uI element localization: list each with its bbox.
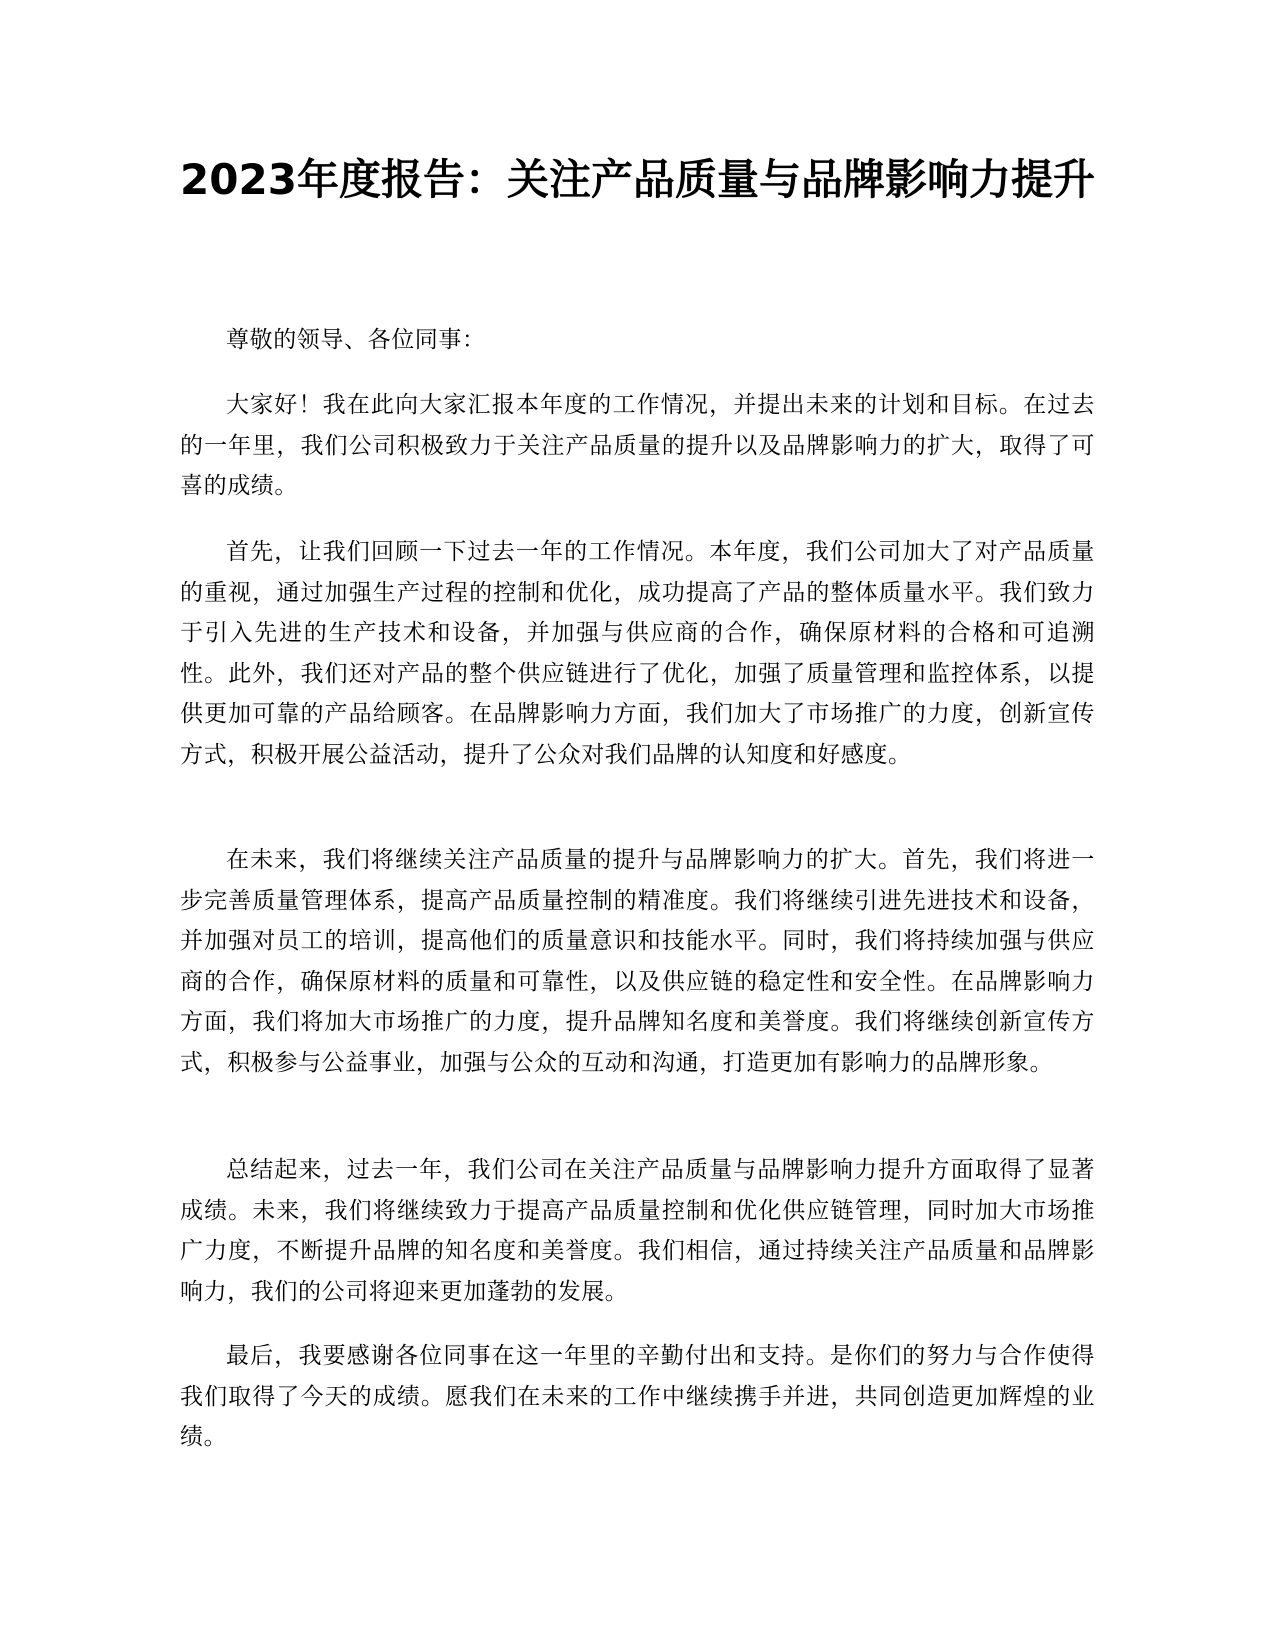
salutation: 尊敬的领导、各位同事： [226,327,486,353]
paragraph-future-plan: 在未来，我们将继续关注产品质量的提升与品牌影响力的扩大。首先，我们将进一步完善质量管理体系，提高产品质量控制的精准度。我们将继续引进先进技术和设备，并加强对员工的培训，提高他们的质量意识和技能水平。同时，我们将持续加强与供应商的合作，确保原材料的质量和可靠性，以及供应链的稳定性和安全性。在品牌影响力方面，我们将加大市场推广的力度，提升品牌知名度和美誉度。我们将继续创新宣传方式，积极参与公益事业，加强与公众的互动和沟通，打造更加有影响力的品牌形象。 [180,847,1095,1076]
paragraph-review: 首先，让我们回顾一下过去一年的工作情况。本年度，我们公司加大了对产品质量的重视，通过加强生产过程的控制和优化，成功提高了产品的整体质量水平。我们致力于引入先进的生产技术和设备，并加强与供应商的合作，确保原材料的合格和可追溯性。此外，我们还对产品的整个供应链进行了优化，加强了质量管理和监控体系，以提供更加可靠的产品给顾客。在品牌影响力方面，我们加大了市场推广的力度，创新宣传方式，积极开展公益活动，提升了公众对我们品牌的认知度和好感度。 [180,539,1095,768]
paragraph-closing: 最后，我要感谢各位同事在这一年里的辛勤付出和支持。是你们的努力与合作使得我们取得了今天的成绩。愿我们在未来的工作中继续携手并进，共同创造更加辉煌的业绩。 [180,1343,1095,1450]
document-title: 2023年度报告：关注产品质量与品牌影响力提升 [180,155,1095,204]
paragraph-summary: 总结起来，过去一年，我们公司在关注产品质量与品牌影响力提升方面取得了显著成绩。未来，我们将继续致力于提高产品质量控制和优化供应链管理，同时加大市场推广力度，不断提升品牌的知名度和美誉度。我们相信，通过持续关注产品质量和品牌影响力，我们的公司将迎来更加蓬勃的发展。 [180,1157,1095,1305]
paragraph-intro: 大家好！我在此向大家汇报本年度的工作情况，并提出未来的计划和目标。在过去的一年里，我们公司积极致力于关注产品质量的提升以及品牌影响力的扩大，取得了可喜的成绩。 [180,392,1095,499]
